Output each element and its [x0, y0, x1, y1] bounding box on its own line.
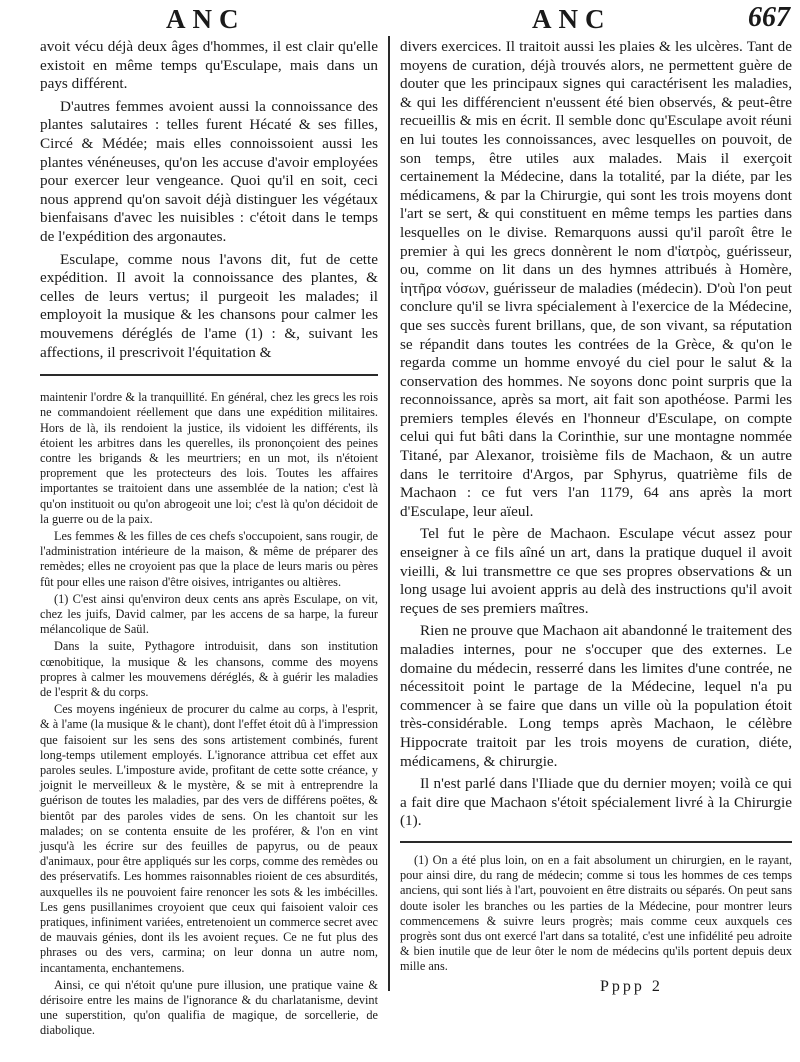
- footnote-paragraph: Les femmes & les filles de ces chefs s'occupoient, sans rougir, de l'administration intérieure de la maison, & même de préparer des remèdes; elles ne croyoient pas que la place de leurs maris ou pères fût pour elles une raison d'être oisives, intrigantes ou altières.: [40, 528, 378, 589]
- footnote-paragraph: maintenir l'ordre & la tranquillité. En général, chez les grecs les rois ne commandoient réellement que dans une expédition militaires. Hors de là, ils rendoient la justice, ils vidoient les différents, ils étoient les arbitres dans les querelles, ils prononçoient des peines contre les brigands & les meurtriers; en un mot, ils n'étoient proprement que les protecteurs des lois. Toutes les affaires importantes se traitoient dans une assemblée de la nation; c'est là qu'on instituoit ou qu'on abrogeoit une loi; c'est là qu'on décidoit de la guerre ou de la paix.: [40, 390, 378, 526]
- body-paragraph: avoit vécu déjà deux âges d'hommes, il est clair qu'elle existoit en même temps qu'Esculape, mais dans un pays différent.: [40, 38, 378, 93]
- left-body-text: [40, 38, 378, 362]
- body-paragraph: Il n'est parlé dans l'Iliade que du dernier moyen; voilà ce qui a fait dire que Machaon s'étoit spécialement livré à la Chirurgie (1).: [400, 775, 792, 830]
- body-paragraph: Rien ne prouve que Machaon ait abandonné le traitement des maladies internes, pour ne s'occuper que des externes. Le domaine du médecin, resserré dans les limites d'une contrée, ne nécessitoit point le partage de la Médecine, lequel n'a pu commencer à se faire que dans un ville où la population étoit très-considérable. Long temps après Machaon, le célèbre Hippocrate traitoit par les trois moyens de curation, diéte, médicamens, & chirurgie.: [400, 622, 792, 770]
- right-body-text: [400, 38, 792, 831]
- footnote-paragraph: Ces moyens ingénieux de procurer du calme au corps, à l'esprit, & à l'ame (la musique & le chant), dont l'effet étoit dû à l'impression que faisoient sur les sens des sons artistement combinés, furent long-temps utilement employés. L'ignorance attribua cet effet aux paroles seules. L'imposture avide, profitant de cette sotte créance, y joignit le merveilleux & le mystère, & se mit à entreprendre la guérison de toutes les maladies, par des vers de différens poëtes, & bientôt par des paroles vides de sens. On les chantoit sur les malades; on se contenta ensuite de les proférer, & l'on en vint jusqu'à les écrire sur des feuilles de papyrus, ou de peaux d'animaux, pour être appliqués sur les corps, comme des remèdes ou des préservatifs. Les hommes raisonnables rioient de ces absurdités, auxquelles ils ne pouvoient faire renoncer les sots & les imbécilles. Les gens pusillanimes croyoient que ceux qui faisoient valoir ces pratiques, infiniment variées, entretenoient un commerce secret avec de mauvais génies, dont ils les avoient reçues. Ce ne fut plus des phrases ou des vers, carmina; on leur donna un autre nom, incantamenta, enchantemens.: [40, 702, 378, 975]
- body-paragraph: Tel fut le père de Machaon. Esculape vécut assez pour enseigner à ce fils aîné un art, dans la pratique duquel il avoit vieilli, & lui transmettre ce que ses propres observations & un long usage lui avoient appris au delà des instructions qu'il avoit reçues de ses premiers maîtres.: [400, 525, 792, 617]
- right-column: [400, 38, 792, 977]
- footnote-paragraph: (1) C'est ainsi qu'environ deux cents ans après Esculape, on vit, chez les juifs, David calmer, par les accens de sa harpe, la fureur mélancolique de Saül.: [40, 591, 378, 637]
- footnote-rule: [40, 374, 378, 376]
- body-paragraph: divers exercices. Il traitoit aussi les plaies & les ulcères. Tant de moyens de curation, déjà trouvés alors, ne permettent guère de douter que les principaux signes qui caractérisent les maladies, & qui les différencient n'eussent été bien observés, & peut-être recueillis & mis en écrit. Il semble donc qu'Esculape avoit réuni en lui toutes les connoissances, avec lesquelles on pouvoit, de son temps, être utiles aux malades. Mais il exerçoit certainement la Médecine, dans la totalité, par la diéte, par les médicamens, & par la Chirurgie, qui sont les trois moyens dont l'art se sert, & qui constituent en même temps les parties dans lesquelles on le divise. Remarquons aussi qu'il paroît être le premier à qui les grecs donnèrent le nom d'ἰατρὸς, guérisseur, ou, comme on lit dans un des hymnes attribués à Homère, ἰητῆρα νόσων, guérisseur de maladies (médecin). D'où l'on peut conclure qu'il se livra spécialement à l'exercice de la Médecine, que ses succès furent brillans, que, de son vivant, sa réputation se répandit dans toutes les contrées de la Grèce, & qu'on le regarda comme un homme envoyé du ciel pour le salut & la conservation des hommes. Ne soyons donc point surpris que la reconnoissance, après sa mort, ait fait son apothéose. Parmi les premiers temples élevés en l'honneur d'Esculape, on compte celui qui fut bâti dans la Corinthie, sur une montagne nommée Titané, par Alexanor, troisième fils de Machaon, & un autre dans le territoire d'Argos, par Sphyrus, quatrième fils de Machaon : ce fut vers l'an 1179, 64 ans après la mort d'Esculape, leur aïeul.: [400, 38, 792, 520]
- left-footnotes: [40, 390, 378, 1039]
- body-paragraph: Esculape, comme nous l'avons dit, fut de cette expédition. Il avoit la connoissance des plantes, & celles de leurs vertus; il purgeoit les malades; il employoit la musique & les chansons pour calmer les mouvemens déréglés de l'ame (1) : &, suivant les affections, il prescrivoit l'équitation &: [40, 250, 378, 361]
- right-footnotes: [400, 853, 792, 975]
- footnote-paragraph: (1) On a été plus loin, on en a fait absolument un chirurgien, en le rayant, pour ainsi dire, du rang de médecin; comme si tous les hommes de ces temps anciens, qui sont liés à l'art, pouvoient en être distraits ou séparés. On peut sans doute isoler les branches ou les parties de la Médecine, pour montrer leurs commencemens & suivre leurs progrès; mais comme ceux auxquels ces progrès sont dus ont exercé l'art dans sa totalité, c'est une infidélité peu adroite & bien inutile que de leur ôter le nom de médecins qu'ils portent depuis deux mille ans.: [400, 852, 792, 974]
- footnote-paragraph: Ainsi, ce qui n'étoit qu'une pure illusion, une pratique vaine & dérisoire entre les mains de l'ignorance & du charlatanisme, devint une superstition, qu'on qualifia de magique, de sorcellerie, de diabolique.: [40, 977, 378, 1038]
- footnote-rule: [400, 841, 792, 843]
- column-divider: [388, 36, 390, 991]
- printer-signature-mark: Pppp 2: [600, 978, 663, 995]
- running-head-left: ANC: [166, 4, 246, 34]
- left-column: [40, 38, 378, 1041]
- footnote-paragraph: Dans la suite, Pythagore introduisit, dans son institution cœnobitique, la musique & les chansons, comme des moyens propres à calmer les mouvemens déréglés, & à guérir les maladies de l'esprit & du corps.: [40, 639, 378, 699]
- running-head-right: ANC: [532, 4, 612, 34]
- body-paragraph: D'autres femmes avoient aussi la connoissance des plantes salutaires : telles furent Hécaté & ses filles, Circé & Médée; mais elles connoissoient aussi les plantes vénéneuses, qu'on les accuse d'avoir employées pour exercer leur vengeance. Quoi qu'il en soit, ceci nous apprend qu'on savoit déjà distinguer les végétaux bienfaisans d'avec les nuisibles : c'étoit dans le temps de l'expédition des argonautes.: [40, 97, 378, 245]
- page-number: 667: [748, 2, 790, 33]
- page-header: [0, 2, 800, 38]
